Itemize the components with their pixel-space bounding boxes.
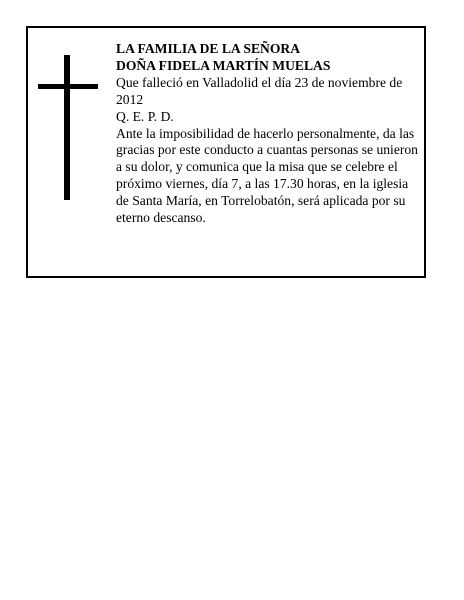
cross-vertical-bar bbox=[64, 55, 70, 200]
heading-family: LA FAMILIA DE LA SEÑORA bbox=[116, 41, 301, 56]
cross-icon bbox=[38, 55, 98, 200]
qepd-line: Q. E. P. D. bbox=[116, 108, 174, 124]
heading-deceased-name: DOÑA FIDELA MARTÍN MUELAS bbox=[116, 57, 331, 73]
notice-text bbox=[116, 41, 422, 227]
cross-horizontal-bar bbox=[38, 84, 98, 89]
death-announcement: Que falleció en Valladolid el día 23 de noviembre de 2012 bbox=[116, 74, 403, 107]
notice-body: Ante la imposibilidad de hacerlo personalmente, da las gracias por este conducto a cuantas personas se unieron a su dolor, y comunica que la misa que se celebre el próximo viernes, día 7, a las 17.30 horas, en la iglesia de Santa María, en Torrelobatón, será aplicada por su eterno descanso. bbox=[116, 125, 418, 226]
obituary-notice bbox=[26, 26, 426, 278]
